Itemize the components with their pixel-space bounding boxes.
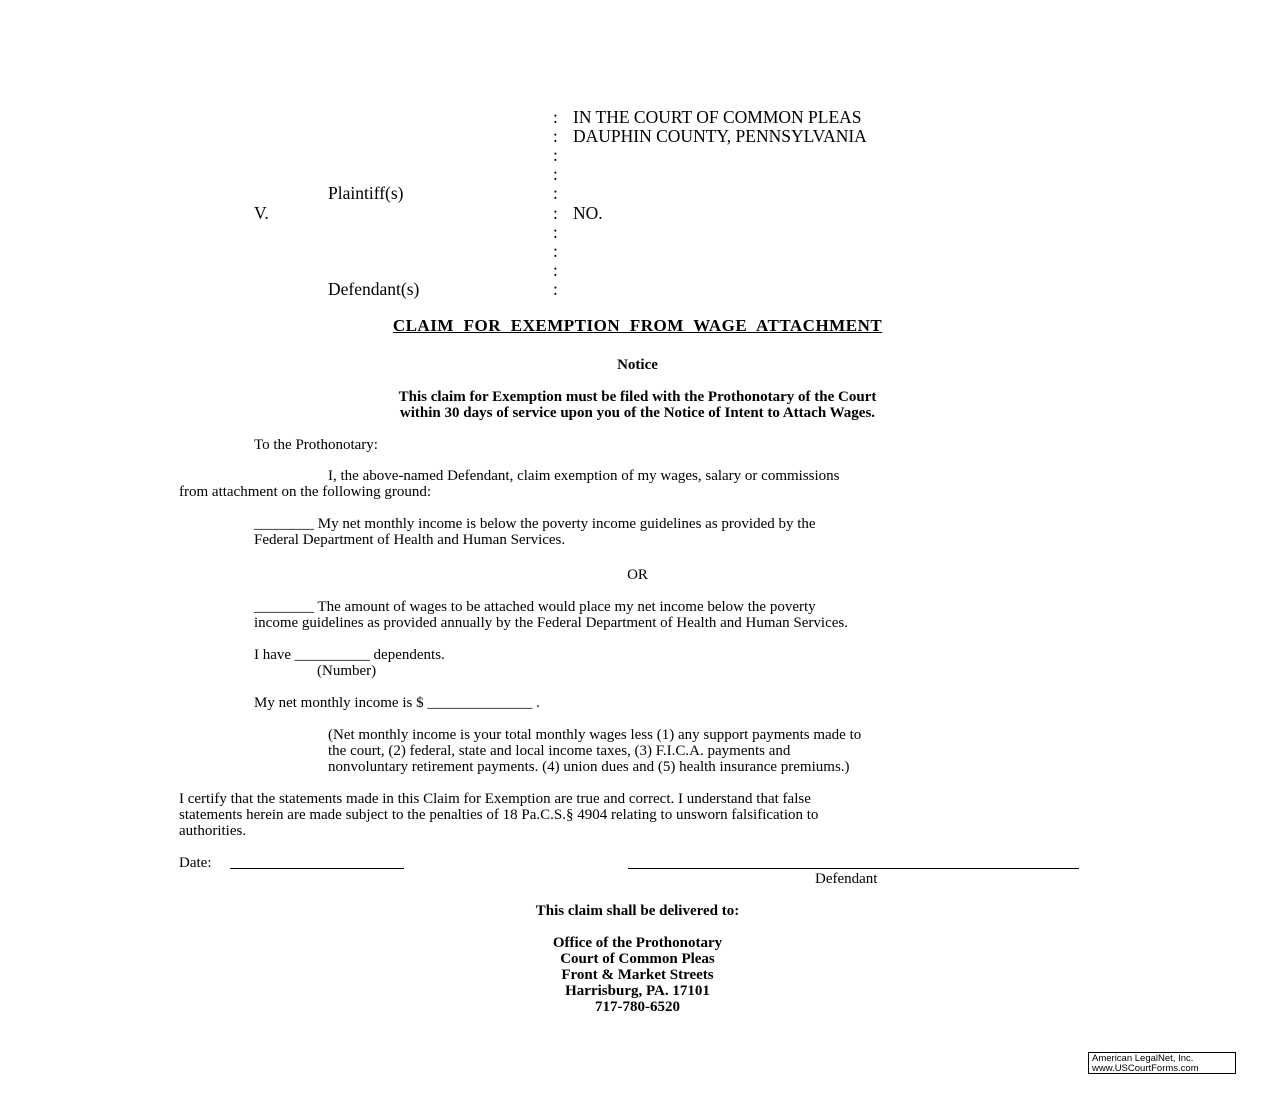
- caption-colon: :: [553, 164, 558, 184]
- delivery-address-line: Office of the Prothonotary: [552, 935, 723, 951]
- caption-colon: :: [553, 279, 558, 299]
- notice-line-2: within 30 days of service upon you of the Notice of Intent to Attach Wages.: [399, 405, 876, 421]
- delivery-address-line: Harrisburg, PA. 17101: [565, 983, 710, 999]
- dependents-field[interactable]: I have __________ dependents.: [254, 647, 445, 663]
- caption-colon: :: [553, 241, 558, 261]
- salutation: To the Prothonotary:: [254, 437, 378, 453]
- certify-line-3: authorities.: [179, 823, 247, 839]
- defendant-signature-label: Defendant: [815, 871, 878, 887]
- case-number-label: NO.: [573, 203, 603, 223]
- certify-line-2: statements herein are made subject to the penalties of 18 Pa.C.S.§ 4904 relating to unsworn falsification to: [179, 807, 819, 823]
- definition-line-1: (Net monthly income is your total monthly wages less (1) any support payments made to: [328, 727, 862, 743]
- or-separator: OR: [627, 567, 648, 583]
- option-2-line-1[interactable]: ________ The amount of wages to be attached would place my net income below the poverty: [254, 599, 816, 615]
- notice-heading: Notice: [617, 357, 658, 373]
- date-field[interactable]: [230, 868, 404, 869]
- caption-colon: :: [553, 183, 558, 203]
- delivery-phone: 717-780-6520: [595, 999, 680, 1015]
- claim-line-2: from attachment on the following ground:: [179, 484, 432, 500]
- caption-colon: :: [553, 107, 558, 127]
- court-county: DAUPHIN COUNTY, PENNSYLVANIA: [573, 126, 867, 146]
- defendant-label: Defendant(s): [328, 279, 420, 299]
- publisher-url: www.USCourtForms.com: [1092, 1063, 1199, 1074]
- option-1-line-2: Federal Department of Health and Human Services.: [254, 532, 566, 548]
- plaintiff-label: Plaintiff(s): [328, 183, 404, 203]
- definition-line-2: the court, (2) federal, state and local income taxes, (3) F.I.C.A. payments and: [328, 743, 791, 759]
- dependents-caption: (Number): [317, 663, 377, 679]
- defendant-signature-line[interactable]: [628, 868, 1079, 869]
- publisher-name: American LegalNet, Inc.: [1092, 1053, 1194, 1064]
- notice-line-1: This claim for Exemption must be filed with the Prothonotary of the Court: [398, 389, 877, 405]
- caption-colon: :: [553, 126, 558, 146]
- definition-line-3: nonvoluntary retirement payments. (4) union dues and (5) health insurance premiums.): [328, 759, 850, 775]
- date-label: Date:: [179, 855, 212, 871]
- caption-colon: :: [553, 222, 558, 242]
- document-title: CLAIM FOR EXEMPTION FROM WAGE ATTACHMENT: [392, 316, 883, 335]
- caption-colon: :: [553, 145, 558, 165]
- court-name: IN THE COURT OF COMMON PLEAS: [573, 107, 862, 127]
- net-income-field[interactable]: My net monthly income is $ ______________ .: [254, 695, 540, 711]
- claim-line-1: I, the above-named Defendant, claim exemption of my wages, salary or commissions: [328, 468, 840, 484]
- delivery-address-line: Court of Common Pleas: [560, 951, 715, 967]
- certify-line-1: I certify that the statements made in this Claim for Exemption are true and correct. I understand that false: [179, 791, 811, 807]
- delivery-heading: This claim shall be delivered to:: [535, 903, 740, 919]
- versus-label: V.: [254, 203, 269, 223]
- publisher-badge: [1088, 1052, 1236, 1074]
- option-2-line-2: income guidelines as provided annually by the Federal Department of Health and Human Services.: [254, 615, 848, 631]
- delivery-address-line: Front & Market Streets: [561, 967, 714, 983]
- caption-colon: :: [553, 260, 558, 280]
- caption-colon: :: [553, 203, 558, 223]
- option-1-line-1[interactable]: ________ My net monthly income is below the poverty income guidelines as provided by the: [254, 516, 816, 532]
